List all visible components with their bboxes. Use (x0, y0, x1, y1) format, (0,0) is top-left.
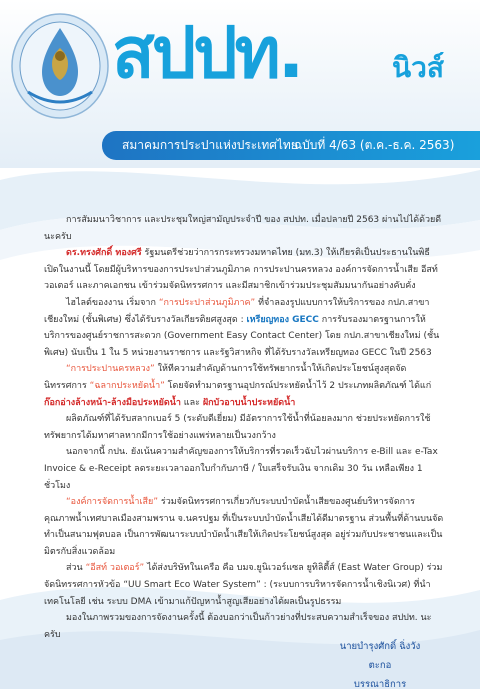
editor-name: นายบำรุงศักดิ์ ฉิ่งวังตะกอ (339, 641, 421, 671)
paragraph-intro: การสัมมนาวิชาการ และประชุมใหญ่สามัญประจำปี ของ สปปท. เมื่อปลายปี 2563 ผ่านไปได้ด้วยดีนะครับ (44, 215, 442, 242)
editor-title: บรรณาธิการ (353, 679, 407, 689)
paragraph-closing: มองในภาพรวมของการจัดงานครั้งนี้ ต้องบอกว่าเป็นก้าวย่างที่ประสบความสำเร็จของ สปปท. นะครับ (44, 613, 432, 640)
mwa-highlight: “การประปานครหลวง” (66, 364, 155, 375)
brand-title: สปปท. (112, 12, 302, 94)
association-emblem-icon (8, 8, 112, 120)
pwa-highlight: “การประปาส่วนภูมิภาค” (158, 297, 256, 308)
label-highlight: “ฉลากประหยัดน้ำ” (89, 380, 165, 391)
masthead (0, 0, 480, 168)
paragraph-pwa: ไฮไลต์ของงาน เริ่มจาก “การประปาส่วนภูมิภาค” ที่จำลองรูปแบบการให้บริการของ กปภ.สาขาเชียงใหม่ (ชั้นพิเศษ) ซึ่งได้รับรางวัลเกียรติยศสูงสุด : เหรียญทอง GECC การรับรองมาตรฐานการให้บริการของศูนย์ราชการสะดวก (Government Easy Contact Center) โดย กปภ.สาขาเชียงใหม่ (ชั้นพิเศษ) นับเป็น 1 ใน 5 หน่วยงานราชการ และรัฐวิสาหกิจ ที่ได้รับรางวัลเหรียญทอง GECC ในปี 2563 (44, 297, 440, 358)
title-bar (102, 131, 480, 160)
issue-number: ฉบับที่ 4/63 (ต.ค.-ธ.ค. 2563) (294, 138, 455, 152)
organization-name: สมาคมการประปาแห่งประเทศไทย (122, 138, 298, 152)
paragraph-wma: “องค์การจัดการน้ำเสีย” ร่วมจัดนิทรรศการเกี่ยวกับระบบบำบัดน้ำเสียของศูนย์บริหารจัดการคุณภาพน้ำเทศบาลเมืองสามพราน จ.นครปฐม ที่เป็นระบบบำบัดน้ำเสียได้ดีมาตรฐาน ส่วนพื้นที่ด้านบนจัดทำเป็นสนามฟุตบอล เป็นการพัฒนาระบบบำบัดน้ำเสียให้เกิดประโยชน์สูงสุด อยู่ร่วมกับประชาชนและเป็นมิตรกับสิ่งแวดล้อม (44, 497, 444, 557)
products-highlight: ก๊อกอ่างล้างหน้า-ล้างมือประหยัดน้ำ (44, 397, 181, 408)
eastwater-highlight: “อีสท์ วอเตอร์” (85, 563, 145, 574)
brand-subtitle: นิวส์ (392, 51, 444, 84)
minister-name: ดร.ทรงศักดิ์ ทองศรี (66, 248, 142, 259)
paragraph-label-level: ผลิตภัณฑ์ที่ได้รับสลากเบอร์ 5 (ระดับดีเยี่ยม) มีอัตราการใช้น้ำที่น้อยลงมาก ช่วยประหยัดการใช้ทรัพยากรได้มหาศาลหากมีการใช้อย่างแพร่หลายเป็นวงกว้าง (44, 414, 431, 441)
paragraph-opening: ดร.ทรงศักดิ์ ทองศรี รัฐมนตรีช่วยว่าการกระทรวงมหาดไทย (มท.3) ให้เกียรติเป็นประธานในพิธีเปิดในงานนี้ โดยมีผู้บริหารของการประปาส่วนภูมิภาค การประปานครหลวง องค์การจัดการน้ำเสีย อีสท์ วอเตอร์ และภาคเอกชน เข้าร่วมจัดนิทรรศการ และมีสมาชิกเข้าร่วมประชุมสัมมนากันอย่างคับคั่ง (44, 248, 438, 292)
signature-block (330, 637, 430, 689)
award-highlight: เหรียญทอง GECC (246, 314, 319, 325)
paragraph-mwa: “การประปานครหลวง” ให้ทีความสำคัญด้านการใช้ทรัพยากรน้ำให้เกิดประโยชน์สูงสุดจัดนิทรรศการ “ฉลากประหยัดน้ำ” โดยจัดทำมาตรฐานอุปกรณ์ประหยัดน้ำไว้ 2 ประเภทผลิตภัณฑ์ ได้แก่ ก๊อกอ่างล้างหน้า-ล้างมือประหยัดน้ำ และ ฝักบัวอาบน้ำประหยัดน้ำ (44, 364, 432, 408)
editorial-body (44, 212, 444, 643)
paragraph-ebill: นอกจากนี้ กปน. ยังเน้นความสำคัญของการให้บริการที่รวดเร็วฉับไวผ่านบริการ e-Bill และ e-Tax Invoice & e-Receipt ลดระยะเวลาออกใบกำกับภาษี / ใบเสร็จรับเงิน จากเดิม 30 วัน เหลือเพียง 1 ชั่วโมง (44, 447, 438, 491)
shower-highlight: ฝักบัวอาบน้ำประหยัดน้ำ (202, 397, 296, 408)
paragraph-eastwater: ส่วน “อีสท์ วอเตอร์” ได้ส่งบริษัทในเครือ คือ บมจ.ยูนิเวอร์แซล ยูทิลิตี้ส์ (East Water Group) ร่วมจัดนิทรรศการหัวข้อ “UU Smart Eco Water System” : (ระบบการบริหารจัดการน้ำเชิงนิเวศ) ที่นำเทคโนโลยี เช่น ระบบ DMA เข้ามาแก้ปัญหาน้ำสูญเสียอย่างได้ผลเป็นรูปธรรม (44, 563, 443, 607)
wma-highlight: “องค์การจัดการน้ำเสีย” (66, 497, 158, 508)
